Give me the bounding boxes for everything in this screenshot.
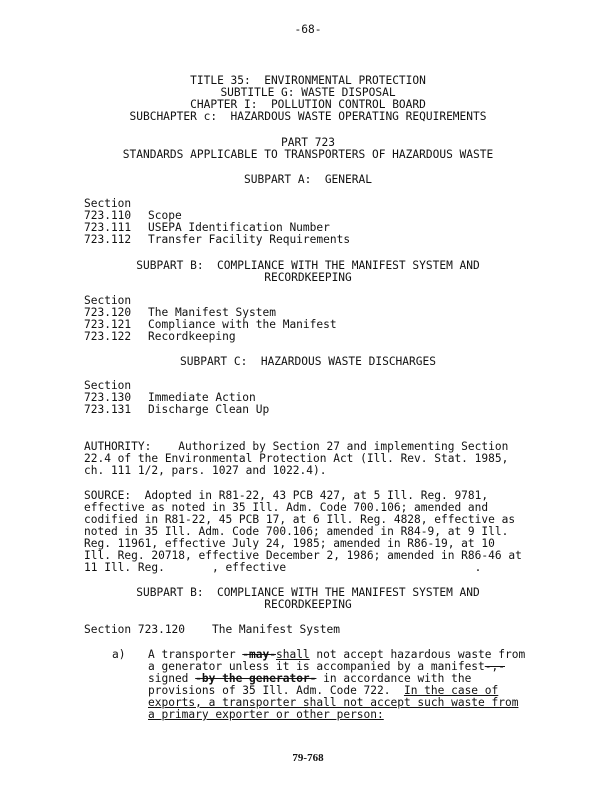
toc-item-title: The Manifest System (148, 306, 276, 319)
subpart-c-heading: SUBPART C: HAZARDOUS WASTE DISCHARGES (180, 355, 436, 368)
footer-page-code: 79-768 (292, 752, 324, 764)
deleted-text: -may- (242, 648, 276, 661)
subpart-b-heading-cont: RECORDKEEPING (264, 271, 352, 284)
toc-item-num: 723.121 (84, 318, 132, 331)
section-heading: Section 723.120 The Manifest System (84, 623, 340, 636)
source-line: codified in R81-22, 45 PCB 17, at 6 Ill. Reg. 4828, effective as (84, 513, 516, 526)
toc-item-title: Scope (148, 209, 182, 222)
toc-item-num: 723.130 (84, 391, 132, 404)
subpart-a-heading: SUBPART A: GENERAL (244, 173, 372, 186)
subchapter-heading: SUBCHAPTER c: HAZARDOUS WASTE OPERATING REQUIREMENTS (129, 110, 487, 123)
toc-item-title: Compliance with the Manifest (148, 318, 337, 331)
toc-item-title: Immediate Action (148, 391, 256, 404)
toc-item-num: 723.112 (84, 233, 132, 246)
part-heading: PART 723 (281, 136, 335, 149)
toc-section-label: Section (84, 379, 132, 392)
source-line: Ill. Reg. 20718, effective December 2, 1986; amended in R86-46 at (84, 549, 522, 562)
body-subpart-heading: SUBPART B: COMPLIANCE WITH THE MANIFEST SYSTEM AND (136, 586, 480, 599)
toc-item-num: 723.120 (84, 306, 132, 319)
source-line: 11 Ill. Reg. , effective . (84, 561, 482, 574)
authority-line: ch. 111 1/2, pars. 1027 and 1022.4). (84, 464, 327, 477)
toc-item-num: 723.110 (84, 209, 132, 222)
source-line: effective as noted in 35 Ill. Adm. Code 700.106; amended and (84, 501, 489, 514)
source-line: SOURCE: Adopted in R81-22, 43 PCB 427, at 5 Ill. Reg. 9781, (84, 489, 489, 502)
text-run: provisions of 35 Ill. Adm. Code 722. (148, 684, 404, 697)
page-number: -68- (294, 23, 322, 36)
subtitle-heading: SUBTITLE G: WASTE DISPOSAL (220, 86, 396, 99)
chapter-heading: CHAPTER I: POLLUTION CONTROL BOARD (190, 98, 426, 111)
toc-item-num: 723.111 (84, 221, 132, 234)
part-title: STANDARDS APPLICABLE TO TRANSPORTERS OF HAZARDOUS WASTE (122, 148, 494, 161)
deleted-text: -by the generator- (195, 672, 317, 685)
title-heading: TITLE 35: ENVIRONMENTAL PROTECTION (190, 74, 426, 87)
toc-item-num: 723.131 (84, 403, 132, 416)
text-run: in accordance with the (316, 672, 472, 685)
paragraph-label: a) (112, 648, 126, 661)
body-subpart-heading-cont: RECORDKEEPING (264, 598, 352, 611)
subpart-b-heading: SUBPART B: COMPLIANCE WITH THE MANIFEST SYSTEM AND (136, 259, 480, 272)
text-run: A transporter (148, 648, 243, 661)
toc-item-num: 723.122 (84, 330, 132, 343)
inserted-text: exports, a transporter shall not accept such waste from (148, 696, 519, 709)
inserted-text: a primary exporter or other person: (148, 708, 384, 721)
toc-section-label: Section (84, 294, 132, 307)
deleted-text: -,- (484, 660, 505, 673)
inserted-text: shall (275, 648, 310, 661)
authority-line: 22.4 of the Environmental Protection Act (Ill. Rev. Stat. 1985, (84, 452, 509, 465)
toc-section-label: Section (84, 197, 132, 210)
text-run: not accept hazardous waste from (309, 648, 526, 661)
toc-item-title: Recordkeeping (148, 330, 236, 343)
authority-line: AUTHORITY: Authorized by Section 27 and implementing Section (84, 440, 509, 453)
source-line: noted in 35 Ill. Adm. Code 700.106; amended in R84-9, at 9 Ill. (84, 525, 509, 538)
toc-item-title: Transfer Facility Requirements (148, 233, 351, 246)
inserted-text: In the case of (403, 684, 499, 697)
text-run: signed (148, 672, 196, 685)
text-run: a generator unless it is accompanied by a manifest (148, 660, 485, 673)
source-line: Reg. 11961, effective July 24, 1985; amended in R86-19, at 10 (84, 537, 495, 550)
toc-item-title: USEPA Identification Number (148, 221, 330, 234)
toc-item-title: Discharge Clean Up (148, 403, 270, 416)
